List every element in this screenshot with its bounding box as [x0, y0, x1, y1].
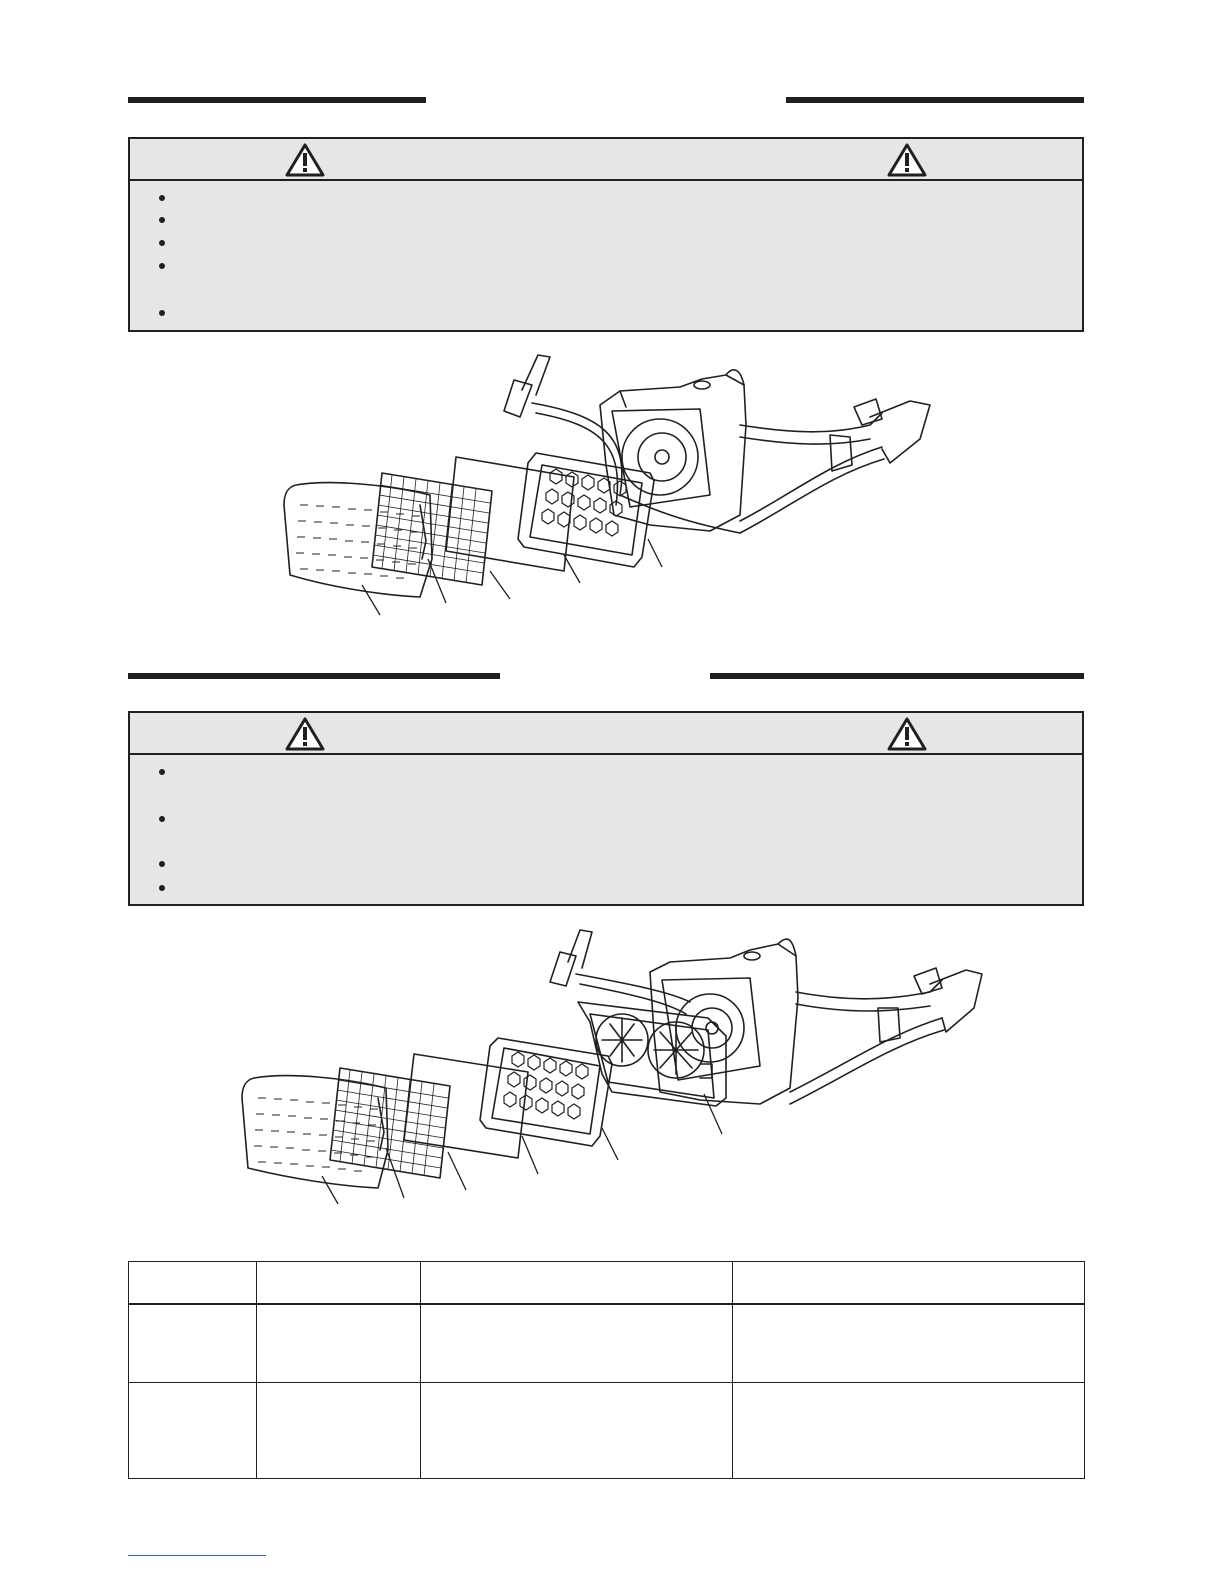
bullet-dot: [159, 310, 165, 316]
warning-box-2: [128, 711, 1084, 906]
table-header-cell: [129, 1262, 257, 1304]
table-cell: [733, 1304, 1085, 1382]
bullet-dot: [159, 885, 165, 891]
warning-triangle-icon: [887, 717, 927, 751]
warning-box-1: [128, 137, 1084, 332]
footer-link-underline[interactable]: [128, 1555, 266, 1556]
respirator-exploded-view: [270, 345, 950, 630]
table-cell: [733, 1382, 1085, 1478]
respirator-exploded-view-with-adapter: [230, 922, 990, 1222]
section-1-rule-right: [786, 97, 1084, 103]
table-header-cell: [421, 1262, 733, 1304]
bullet-dot: [159, 217, 165, 223]
section-1-rule-left: [128, 97, 426, 103]
front-cover: [242, 1076, 388, 1188]
table-row: [129, 1304, 1085, 1382]
section-2-heading: [504, 664, 706, 688]
table-cell: [129, 1304, 257, 1382]
specification-table: [128, 1261, 1085, 1479]
table-cell: [257, 1304, 421, 1382]
warning-triangle-icon: [285, 717, 325, 751]
table-header-row: [129, 1262, 1085, 1304]
filter-sheet: [446, 457, 574, 571]
pre-filter-honeycomb: [480, 1038, 612, 1146]
warning-1-list: [130, 181, 1082, 330]
table-cell: [257, 1382, 421, 1478]
mesh-filter: [330, 1068, 450, 1178]
table-cell: [421, 1304, 733, 1382]
section-2-rule-right: [710, 673, 1084, 679]
warning-box-1-header: [130, 139, 1082, 181]
section-2-rule-left: [128, 673, 500, 679]
table-header-cell: [257, 1262, 421, 1304]
honeycomb-pattern: [542, 469, 626, 536]
table-cell: [421, 1382, 733, 1478]
warning-box-2-header: [130, 713, 1082, 755]
bullet-dot: [159, 240, 165, 246]
warning-triangle-icon: [887, 143, 927, 177]
section-1-heading: [430, 88, 782, 112]
table-header-cell: [733, 1262, 1085, 1304]
bullet-dot: [159, 861, 165, 867]
table-cell: [129, 1382, 257, 1478]
bullet-dot: [159, 263, 165, 269]
bullet-dot: [159, 816, 165, 822]
mesh-pattern: [331, 1070, 448, 1176]
cover-perforations: [296, 505, 420, 578]
warning-triangle-icon: [285, 143, 325, 177]
pre-filter-honeycomb: [518, 453, 654, 567]
table-row: [129, 1382, 1085, 1478]
warning-2-list: [130, 755, 1082, 904]
bullet-dot: [159, 195, 165, 201]
bullet-dot: [159, 769, 165, 775]
